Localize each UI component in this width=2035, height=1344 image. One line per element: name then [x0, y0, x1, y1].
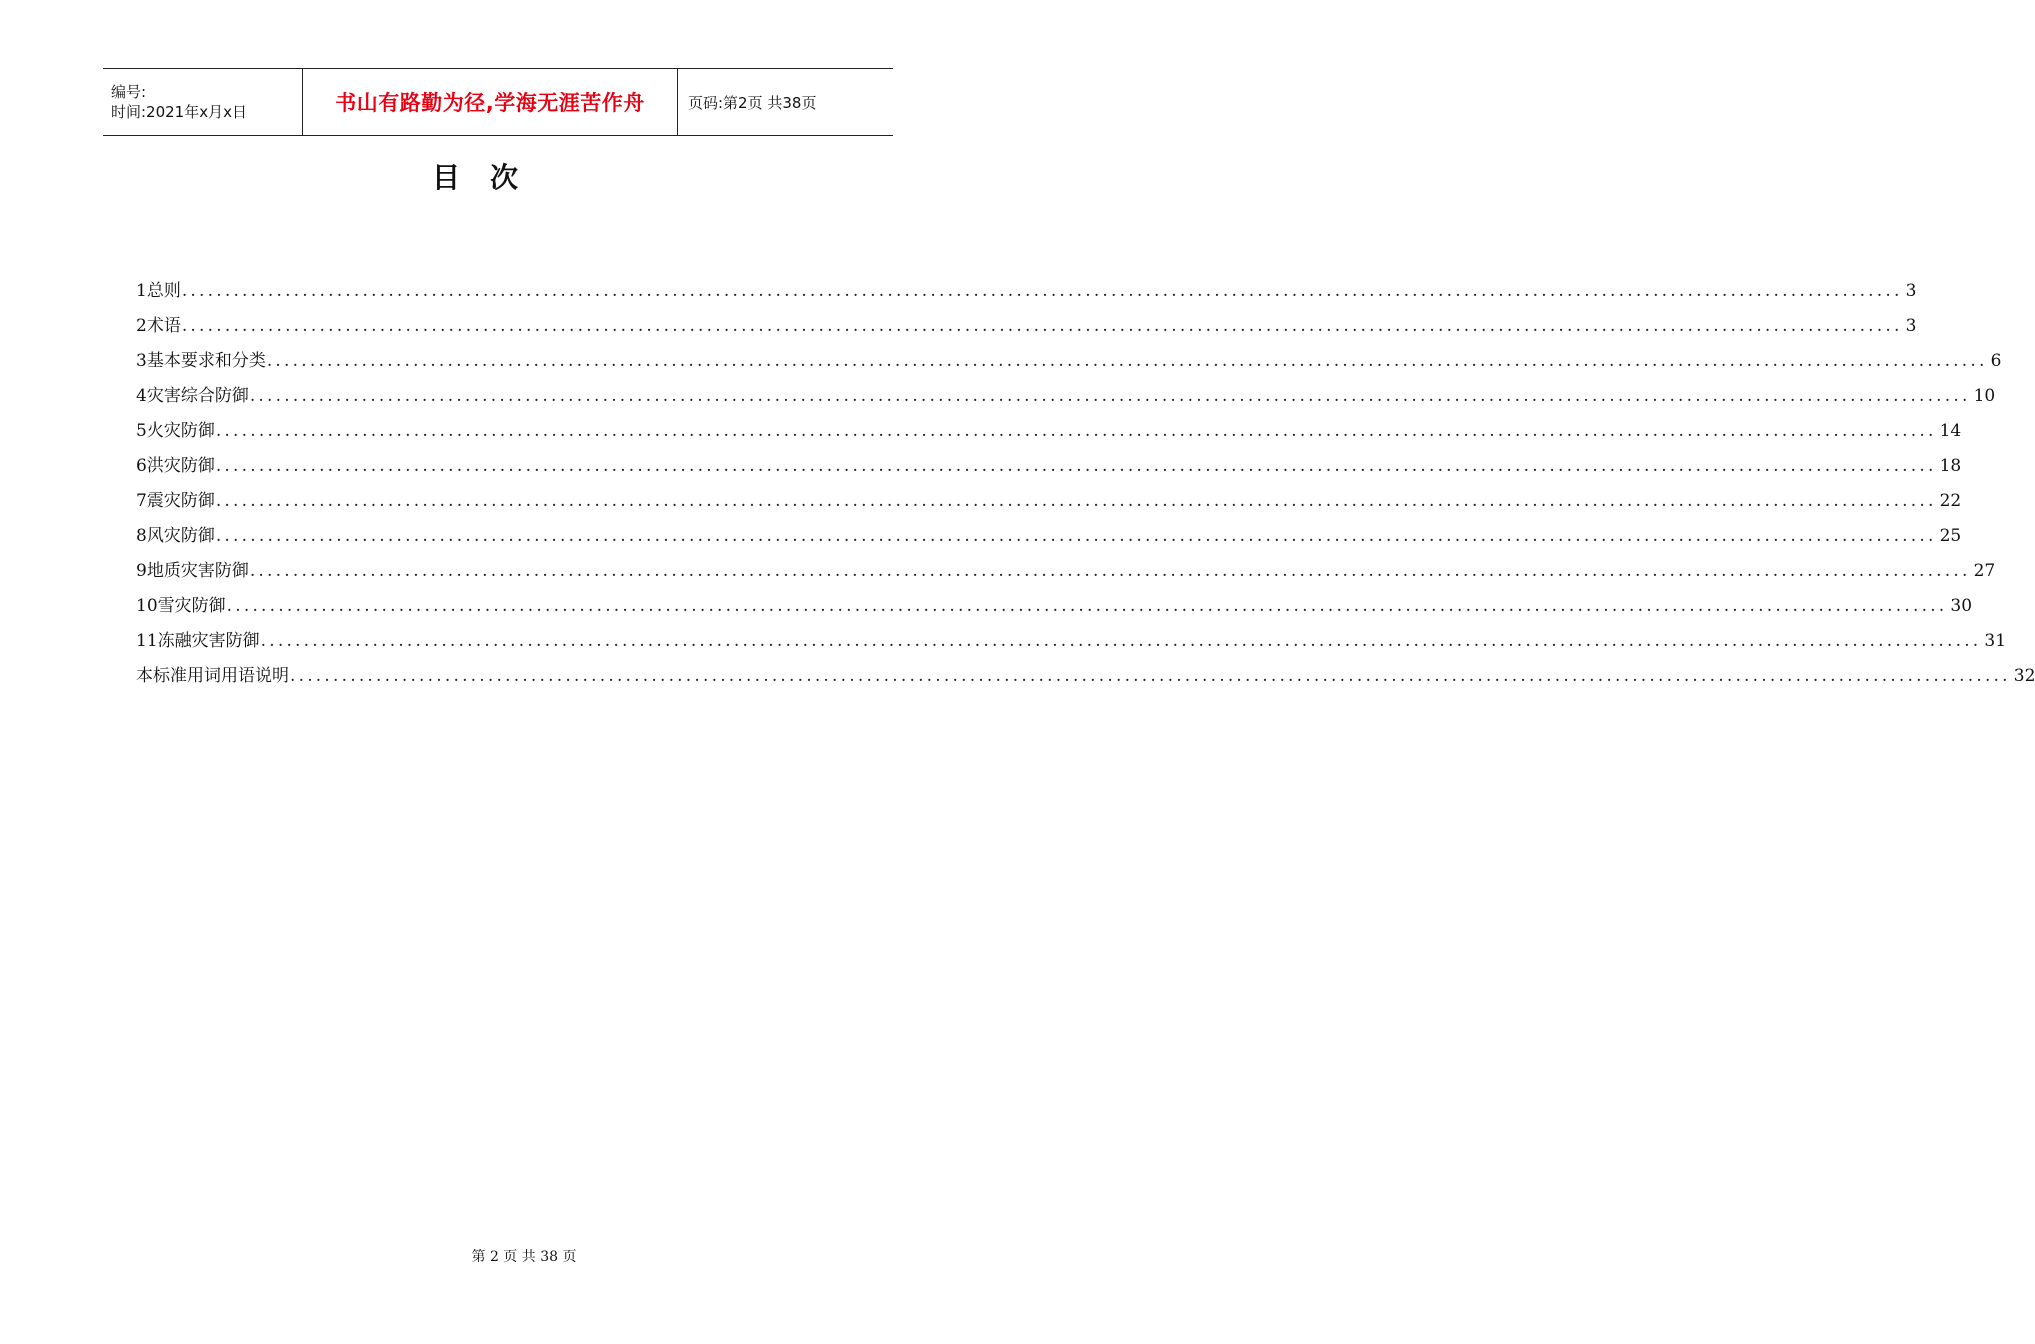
- toc-entry-number: 4: [136, 386, 147, 406]
- toc-entry-page: 6: [1990, 351, 2002, 371]
- toc-entry[interactable]: [136, 521, 1962, 556]
- toc-entry[interactable]: [136, 661, 2035, 696]
- toc-entry[interactable]: [136, 346, 2002, 381]
- toc-dot-leader: ........................................................................................................................................................................................................: [215, 456, 1937, 476]
- page-header: [103, 68, 893, 136]
- toc-dot-leader: ........................................................................................................................................................................................................: [181, 316, 1903, 336]
- toc-entry[interactable]: [136, 626, 2007, 661]
- toc-entry-number: 7: [136, 491, 147, 511]
- toc-entry-number: 2: [136, 316, 147, 336]
- toc-entry-label: 火灾防御: [146, 421, 215, 441]
- toc-entry-number: 9: [136, 561, 147, 581]
- toc-entry-page: 27: [1973, 561, 1996, 581]
- toc-dot-leader: ........................................................................................................................................................................................................: [215, 421, 1937, 441]
- toc-entry-page: 14: [1939, 421, 1962, 441]
- toc-entry-label: 雪灾防御: [157, 596, 226, 616]
- toc-entry-label: 基本要求和分类: [146, 351, 266, 371]
- toc-entry-number: 1: [136, 281, 147, 301]
- toc-dot-leader: ........................................................................................................................................................................................................: [215, 491, 1937, 511]
- toc-dot-leader: ........................................................................................................................................................................................................: [226, 596, 1948, 616]
- toc-entry-page: 30: [1950, 596, 1973, 616]
- toc-entry-label: 总则: [146, 281, 181, 301]
- header-motto: 书山有路勤为径,学海无涯苦作舟: [335, 91, 645, 115]
- toc-entry[interactable]: [136, 451, 1962, 486]
- toc-entry-number: 6: [136, 456, 147, 476]
- toc-entry-label: 震灾防御: [146, 491, 215, 511]
- toc-entry-label: 术语: [146, 316, 181, 336]
- toc-title: 目次: [431, 161, 548, 194]
- toc-entry-label: 洪灾防御: [146, 456, 215, 476]
- toc-entry-label: 灾害综合防御: [146, 386, 249, 406]
- toc-dot-leader: ........................................................................................................................................................................................................: [290, 666, 2011, 686]
- toc-entry-page: 3: [1905, 316, 1917, 336]
- toc-entry-page: 25: [1939, 526, 1962, 546]
- toc-entry-page: 10: [1973, 386, 1996, 406]
- toc-entry[interactable]: [136, 381, 1996, 416]
- toc-entry-label: 本标准用词用语说明: [136, 666, 289, 686]
- header-page-label: 页码:第2页 共38页: [688, 93, 817, 112]
- toc-dot-leader: ........................................................................................................................................................................................................: [260, 631, 1982, 651]
- header-motto-cell: [303, 69, 678, 135]
- toc-dot-leader: ........................................................................................................................................................................................................: [249, 561, 1971, 581]
- toc-entry[interactable]: [136, 486, 1962, 521]
- header-page-cell: [678, 69, 893, 135]
- toc-entry-label: 风灾防御: [146, 526, 215, 546]
- toc-entry[interactable]: [136, 416, 1962, 451]
- document-time-label: 时间:2021年x月x日: [111, 103, 247, 121]
- toc-entry-page: 3: [1905, 281, 1917, 301]
- toc-entry-page: 22: [1939, 491, 1962, 511]
- toc-entry-page: 32: [2013, 666, 2035, 686]
- toc-entry-page: 18: [1939, 456, 1962, 476]
- document-number-label: 编号:: [111, 83, 147, 101]
- toc-entry-number: 10: [136, 596, 158, 616]
- toc-dot-leader: ........................................................................................................................................................................................................: [249, 386, 1971, 406]
- toc-dot-leader: ........................................................................................................................................................................................................: [215, 526, 1937, 546]
- page-footer: 第 2 页 共 38 页: [471, 1249, 577, 1265]
- table-of-contents: [136, 276, 2035, 696]
- toc-entry-number: 3: [136, 351, 147, 371]
- toc-dot-leader: ........................................................................................................................................................................................................: [181, 281, 1903, 301]
- toc-entry-number: 8: [136, 526, 147, 546]
- toc-entry-number: 11: [136, 631, 158, 651]
- toc-dot-leader: ........................................................................................................................................................................................................: [266, 351, 1988, 371]
- toc-entry-page: 31: [1984, 631, 2007, 651]
- toc-entry-label: 地质灾害防御: [146, 561, 249, 581]
- toc-entry-label: 冻融灾害防御: [157, 631, 260, 651]
- toc-entry[interactable]: [136, 591, 1973, 626]
- header-meta: [103, 69, 303, 135]
- toc-entry-number: 5: [136, 421, 147, 441]
- toc-entry[interactable]: [136, 276, 1917, 311]
- toc-entry[interactable]: [136, 311, 1917, 346]
- toc-entry[interactable]: [136, 556, 1996, 591]
